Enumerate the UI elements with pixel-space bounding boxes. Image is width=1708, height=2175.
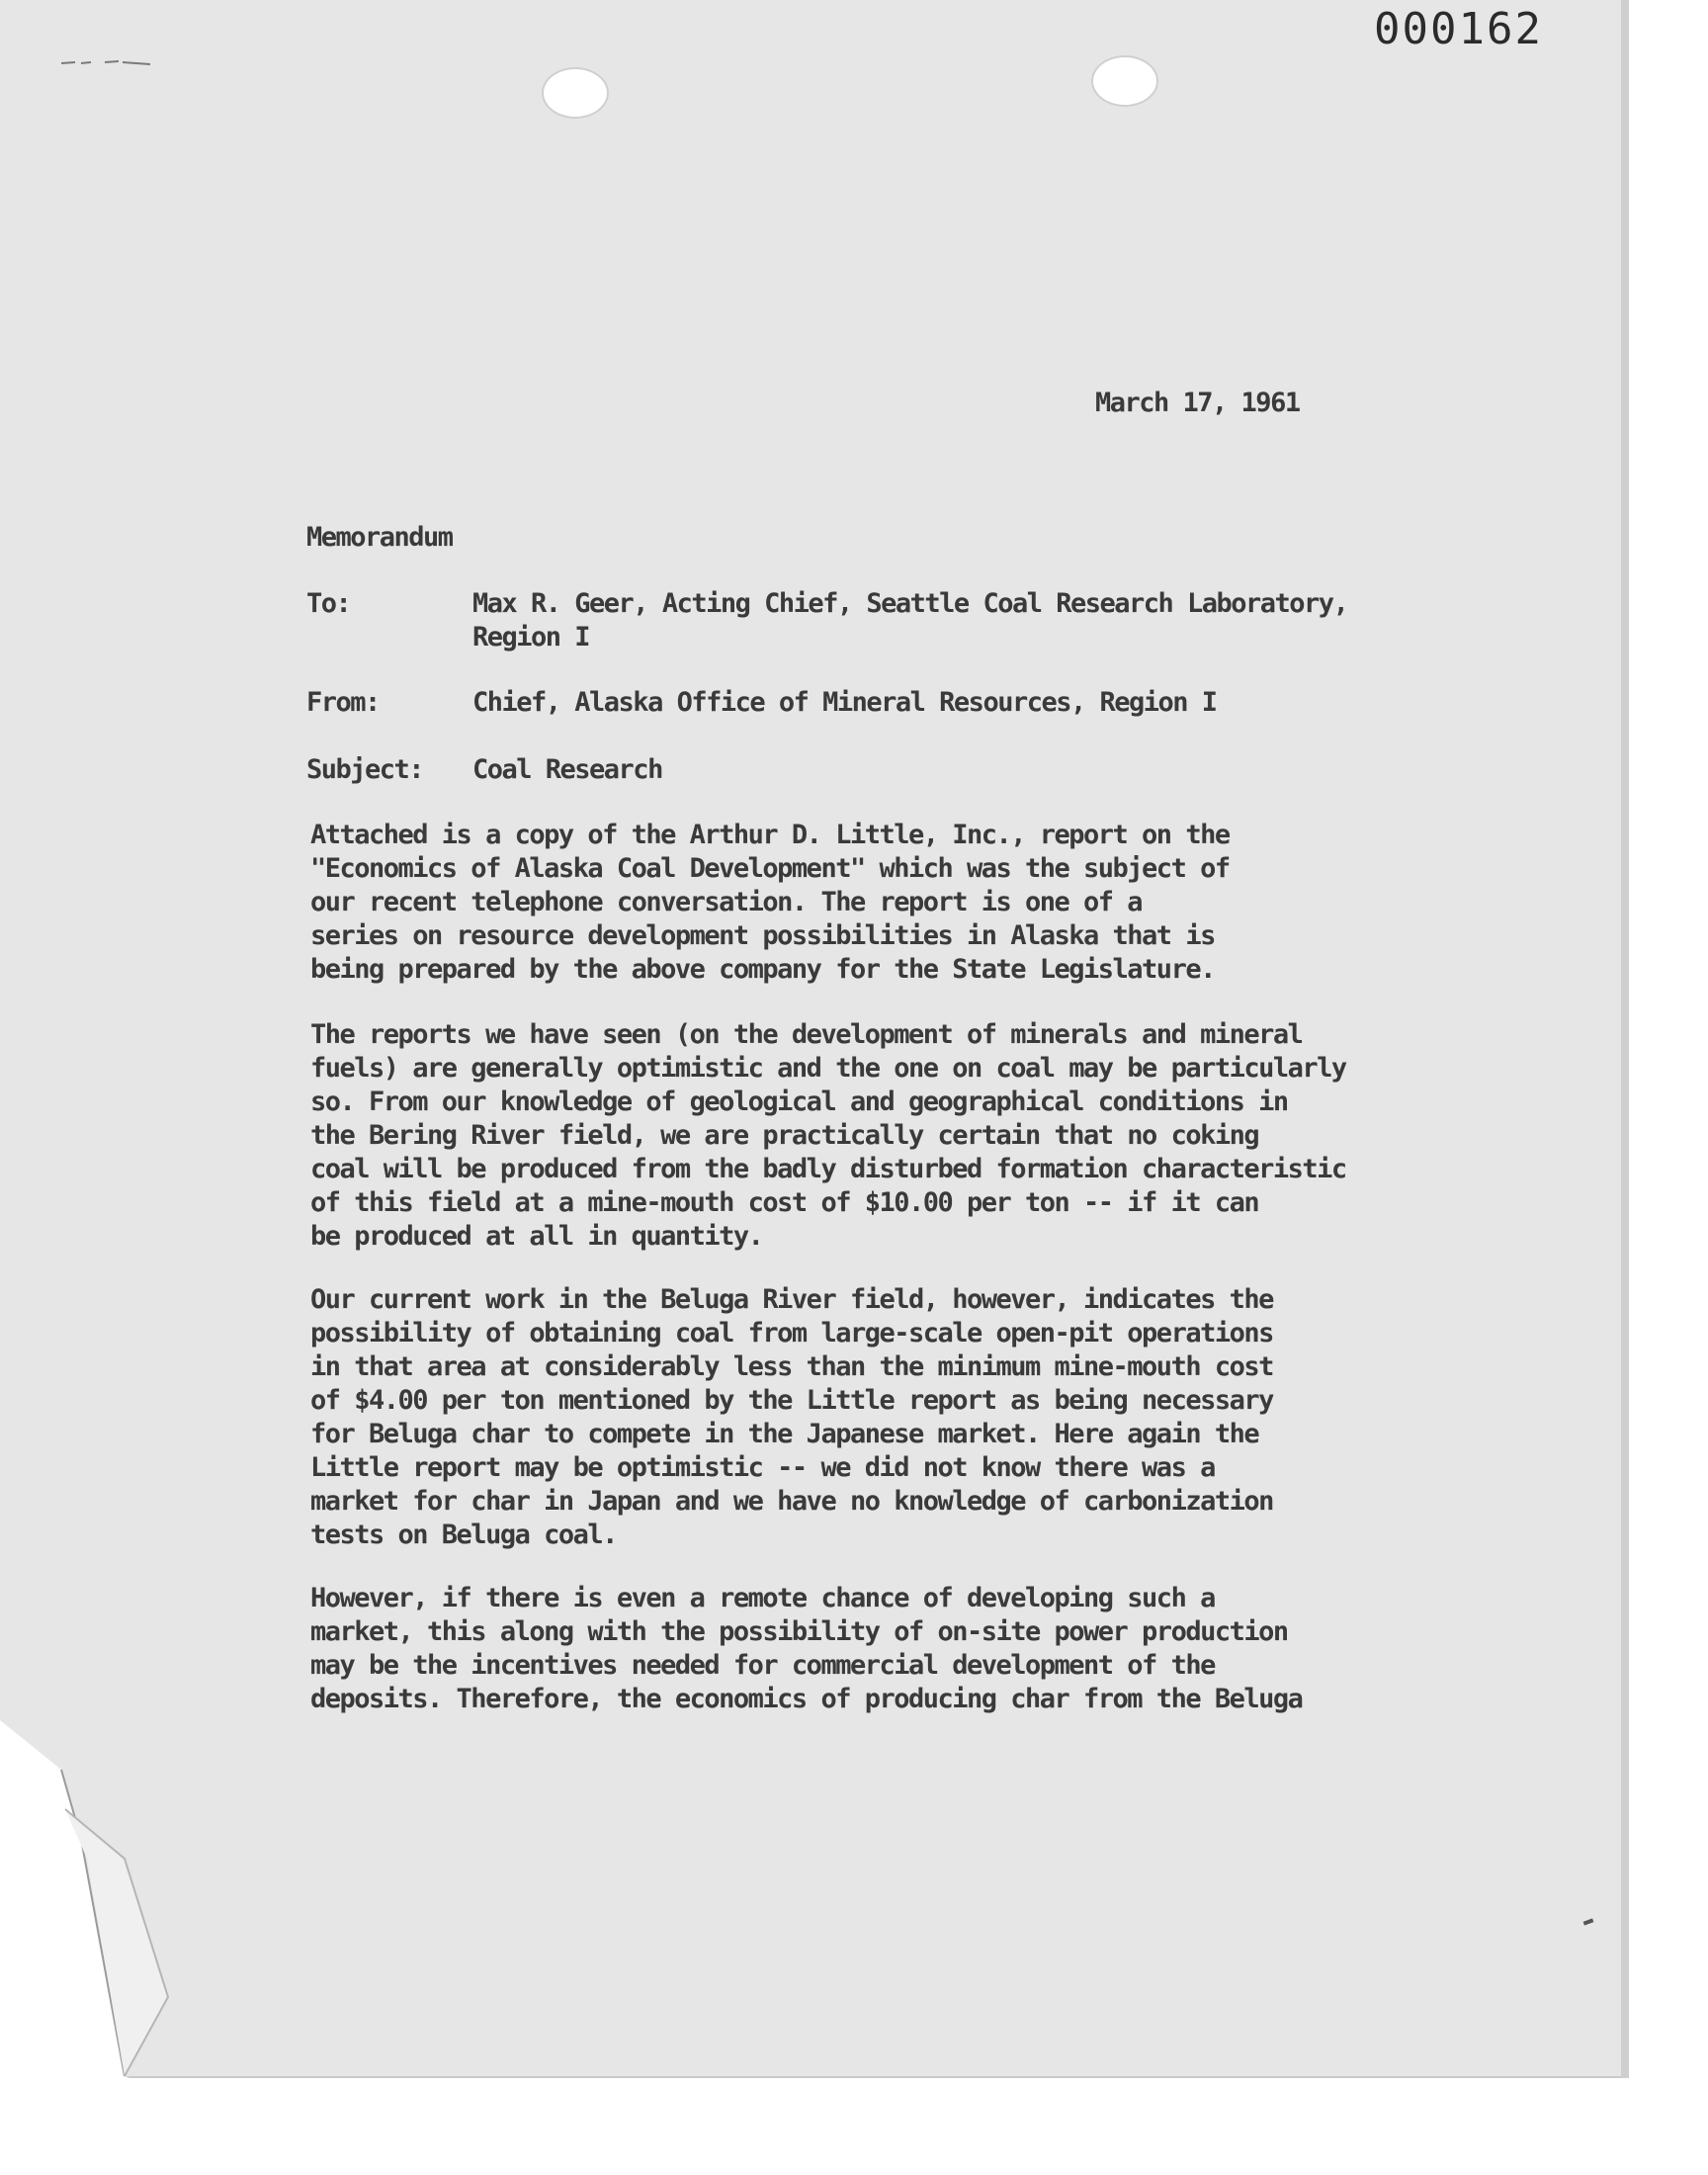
pencil-mark	[61, 57, 150, 67]
body-paragraph: Our current work in the Beluga River field, however, indicates the possibility of obtaining coal from large-scale open-pit operations in that area at considerably less than the minimum mine-mouth cost of $4.00 per ton mentioned by the Little report as being necessary for Beluga char to compete in the Japanese market. Here again the Little report may be optimistic -- we did not know there was a market for char in Japan and we have no knowledge of carbonization tests on Beluga coal.	[310, 1284, 1273, 1550]
paper-right-edge	[1621, 0, 1629, 2078]
punch-hole	[544, 69, 607, 117]
to-value: Max R. Geer, Acting Chief, Seattle Coal Research Laboratory, Region I	[472, 588, 1348, 652]
from-label: From:	[306, 687, 380, 718]
body-paragraph: Attached is a copy of the Arthur D. Little, Inc., report on the "Economics of Alaska Coal Development" which was the subject of our recent telephone conversation. The report is one of a series on resource development possibilities in Alaska that is being prepared by the above company for the State Legislature.	[310, 820, 1230, 985]
torn-corner-shape	[0, 0, 198, 2086]
document-number: 000162	[1374, 4, 1543, 54]
memo-date: March 17, 1961	[1095, 388, 1300, 418]
memo-heading: Memorandum	[306, 522, 453, 553]
subject-label: Subject:	[306, 754, 424, 785]
body-paragraph: However, if there is even a remote chance of developing such a market, this along with the possibility of on-site power production may be the incentives needed for commercial development of the deposits. Therefore, the economics of producing char from the Beluga	[310, 1583, 1303, 1714]
punch-hole	[1093, 57, 1156, 105]
from-value: Chief, Alaska Office of Mineral Resources, Region I	[472, 687, 1217, 718]
to-label: To:	[306, 588, 351, 619]
subject-value: Coal Research	[472, 754, 662, 785]
body-paragraph: The reports we have seen (on the development of minerals and mineral fuels) are generally optimistic and the one on coal may be particularly so. From our knowledge of geological and geographical conditions in the Bering River field, we are practically certain that no coking coal will be produced from the badly disturbed formation characteristic of this field at a mine-mouth cost of $10.00 per ton -- if it can be produced at all in quantity.	[310, 1019, 1346, 1252]
